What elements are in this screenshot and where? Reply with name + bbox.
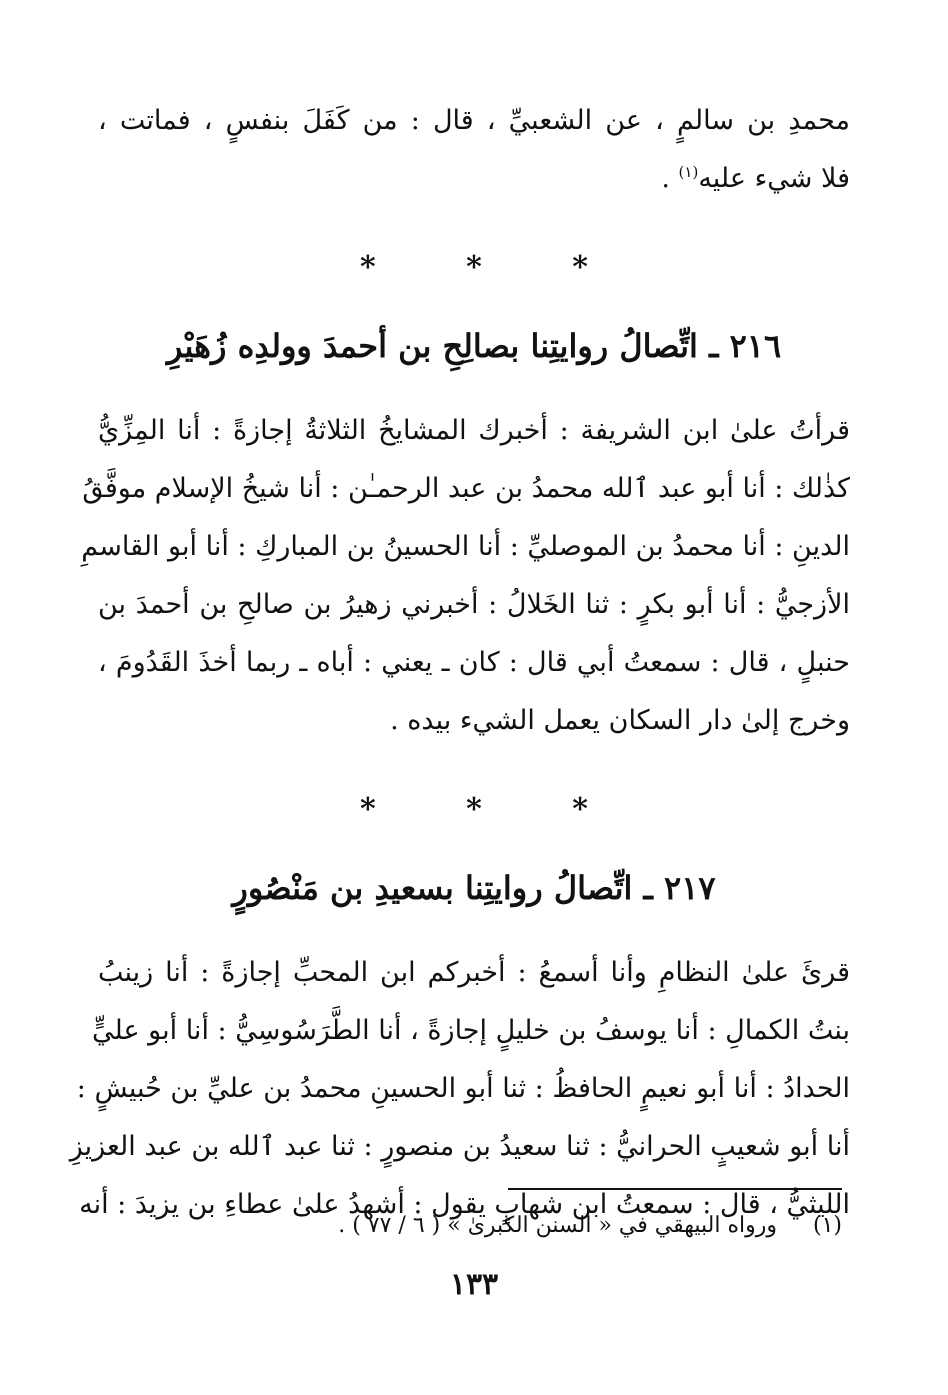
footnote [338,1206,842,1246]
page-number: ١٣٣ [449,1267,499,1302]
section-heading: ٢١٦ ـ اتِّصالُ روايتِنا بصالِحِ بن أحمدَ وولدِه زُهَيْرِ [166,327,782,365]
section-divider: * * * [360,792,628,827]
text-line: قرئَ علىٰ النظامِ وأنا أسمعُ : أخبركم ابن المحبِّ إجازةً : أنا زينبُ [98,957,850,988]
text-line: الليثيُّ ، قال : سمعتُ ابن شهابٍ يقول : أشهدُ علىٰ عطاءِ بن يزيدَ : أنه [79,1189,850,1220]
section-heading: ٢١٧ ـ اتِّصالُ روايتِنا بسعيدِ بن مَنْصُورٍ [232,869,716,907]
text-line: الدينِ : أنا محمدُ بن الموصليِّ : أنا الحسينُ بن المباركِ : أنا أبو القاسمِ [81,531,850,562]
text-line: الحدادُ : أنا أبو نعيمٍ الحافظُ : ثنا أبو الحسينِ محمدُ بن عليِّ بن حُبيشٍ : [76,1073,850,1104]
section-216-paragraph [81,402,850,750]
text-line: أنا أبو شعيبٍ الحرانيُّ : ثنا سعيدُ بن منصورٍ : ثنا عبد ٱلله بن عبد العزيزِ [69,1131,850,1162]
text-line: محمدِ بن سالمٍ ، عن الشعبيِّ ، قال : من كَفَلَ بنفسٍ ، فماتت ، [98,105,850,136]
text-line: وخرج إلىٰ دار السكان يعمل الشيء بيده . [390,705,850,736]
page-body [69,92,850,1234]
footnote-reference[interactable]: (١) [678,163,699,181]
text-line: حنبلٍ ، قال : سمعتُ أبي قال : كان ـ يعني : أباه ـ ربما أخذَ القَدُومَ ، [98,647,850,678]
section-217-paragraph [69,944,850,1234]
intro-paragraph [98,92,850,208]
text-fragment: فلا شيء عليه [698,163,850,194]
text-line: الأزجيُّ : أنا أبو بكرٍ : ثنا الخَلالُ : أخبرني زهيرُ بن صالحِ بن أحمدَ بن [98,589,850,620]
text-line: قرأتُ علىٰ ابن الشريفة : أخبرك المشايخُ الثلاثةُ إجازةً : أنا المِزِّيُّ [98,415,850,446]
footnote-divider [508,1188,842,1190]
text-line [98,150,850,208]
text-line: كذٰلك : أنا أبو عبد ٱلله محمدُ بن عبد الرحمـٰن : أنا شيخُ الإسلام موفَّقُ [82,473,850,504]
footnote-text: ورواه البيهقي في « السنن الكبرىٰ » ( ٦ / ٧٧ ) . [338,1213,777,1238]
footnote-marker: (١) [812,1213,842,1238]
text-fragment: . [661,163,679,194]
text-line: بنتُ الكمالِ : أنا يوسفُ بن خليلٍ إجازةً ، أنا الطَّرَسُوسِيُّ : أنا أبو عليٍّ [92,1015,850,1046]
section-divider: * * * [360,250,628,285]
